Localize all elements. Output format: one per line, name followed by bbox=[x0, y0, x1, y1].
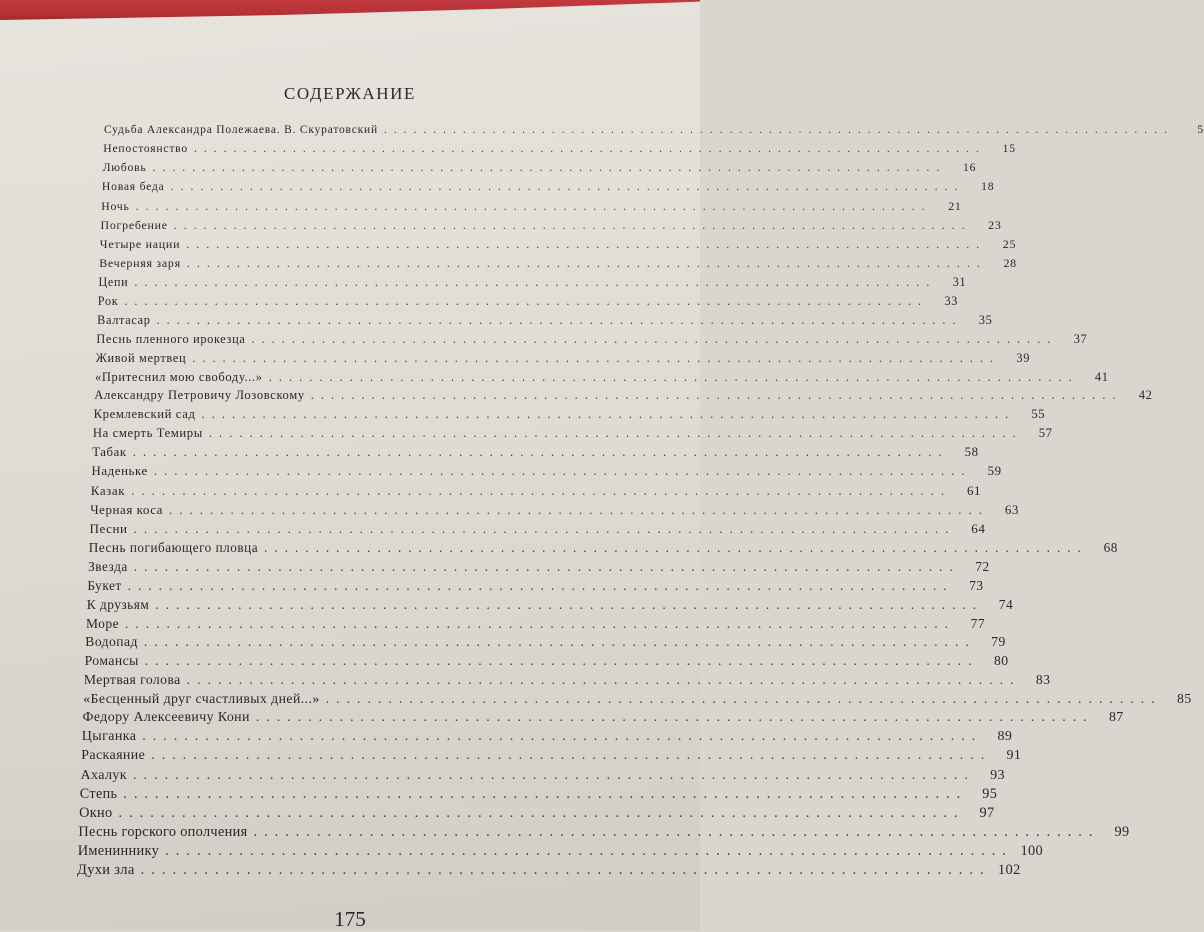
toc-entry-title: Имениннику bbox=[77, 842, 160, 859]
toc-entry-title: Валтасар bbox=[97, 312, 151, 327]
toc-entry-page: 21 bbox=[948, 199, 962, 214]
dot-leader: ................................................................................ bbox=[170, 180, 965, 194]
toc-entry-page: 35 bbox=[978, 312, 993, 327]
toc-entry bbox=[82, 710, 1124, 726]
toc-entry bbox=[90, 502, 1019, 518]
toc-entry-page: 5 bbox=[1197, 123, 1204, 136]
toc-entry-title: Живой мертвец bbox=[95, 350, 187, 365]
toc-entry bbox=[79, 785, 998, 803]
dot-leader: ................................................................................ bbox=[131, 483, 952, 498]
toc-entry-page: 89 bbox=[997, 729, 1013, 744]
dot-leader: ................................................................................ bbox=[134, 274, 937, 289]
toc-entry-title: Букет bbox=[87, 577, 122, 593]
toc-entry-title: Песнь погибающего пловца bbox=[88, 539, 259, 555]
dot-leader: ................................................................................ bbox=[151, 748, 992, 763]
dot-leader: ................................................................................ bbox=[173, 218, 972, 233]
toc-entry bbox=[101, 180, 995, 194]
toc-entry bbox=[97, 312, 993, 328]
dot-leader: ................................................................................ bbox=[125, 615, 956, 631]
toc-entry-page: 61 bbox=[966, 483, 982, 498]
dot-leader: ................................................................................ bbox=[132, 445, 949, 460]
toc-entry-title: Цыганка bbox=[81, 729, 137, 744]
toc-entry-page: 64 bbox=[971, 520, 986, 536]
toc-entry-title: Песни bbox=[89, 520, 128, 536]
toc-entry-page: 42 bbox=[1138, 388, 1153, 403]
toc-entry bbox=[77, 861, 1021, 879]
toc-entry-page: 83 bbox=[1035, 672, 1051, 688]
toc-entry bbox=[99, 237, 1017, 252]
toc-entry-title: Мертвая голова bbox=[83, 672, 181, 688]
toc-entry-page: 15 bbox=[1002, 142, 1016, 156]
toc-entry-page: 37 bbox=[1073, 331, 1088, 346]
toc-entry-title: Степь bbox=[79, 785, 118, 802]
toc-entry-title: Кремлевский сад bbox=[93, 407, 196, 422]
page-title: СОДЕРЖАНИЕ bbox=[283, 84, 417, 103]
dot-leader: ................................................................................ bbox=[264, 539, 1088, 555]
dot-leader: ................................................................................ bbox=[135, 199, 932, 214]
toc-entry-page: 55 bbox=[1031, 407, 1046, 422]
dot-leader: ................................................................................ bbox=[255, 710, 1094, 726]
dot-leader: ................................................................................ bbox=[168, 502, 989, 517]
toc-entry-page: 74 bbox=[998, 596, 1014, 612]
toc-entry bbox=[101, 199, 962, 214]
toc-entry bbox=[95, 350, 1031, 366]
toc-entry-page: 58 bbox=[964, 445, 979, 460]
dot-leader: ................................................................................ bbox=[193, 142, 986, 156]
toc-entry-title: Четыре нации bbox=[99, 237, 181, 251]
toc-entry-title: Погребение bbox=[100, 218, 168, 233]
toc-entry-title: Наденьке bbox=[91, 464, 148, 479]
toc-entry bbox=[81, 729, 1013, 745]
toc-entry bbox=[84, 653, 1009, 669]
toc-entry-title: Табак bbox=[92, 445, 127, 460]
toc-entry bbox=[79, 804, 995, 822]
toc-entry bbox=[85, 634, 1006, 650]
toc-entry bbox=[78, 823, 1130, 841]
toc-entry-title: Море bbox=[86, 615, 120, 631]
dot-leader: ................................................................................ bbox=[208, 426, 1023, 441]
toc-entry-title: Звезда bbox=[88, 558, 128, 574]
toc-entry-page: 87 bbox=[1108, 710, 1124, 726]
toc-entry-title: Песнь горского ополчения bbox=[78, 823, 248, 840]
toc-entry-title: К друзьям bbox=[86, 596, 150, 612]
toc-entry-page: 28 bbox=[1003, 256, 1017, 270]
toc-entry bbox=[86, 596, 1014, 613]
toc-entry bbox=[93, 407, 1046, 422]
toc-entry-page: 73 bbox=[969, 577, 984, 593]
toc-entry-page: 80 bbox=[993, 653, 1009, 669]
toc-entry-title: Цепи bbox=[98, 274, 129, 289]
toc-entry-title: Рок bbox=[97, 293, 119, 308]
toc-entry bbox=[96, 331, 1088, 347]
toc-entry-page: 93 bbox=[990, 766, 1005, 783]
toc-entry-title: Ахалук bbox=[80, 766, 128, 783]
toc-entry-page: 59 bbox=[987, 464, 1002, 479]
toc-entry-page: 91 bbox=[1006, 748, 1022, 763]
toc-entry bbox=[86, 615, 986, 632]
toc-entry-page: 68 bbox=[1103, 539, 1118, 555]
toc-entry bbox=[100, 218, 1002, 233]
toc-entry-page: 57 bbox=[1038, 426, 1053, 441]
toc-entry bbox=[83, 691, 1192, 707]
toc-entry-page: 85 bbox=[1177, 691, 1192, 707]
toc-entry-title: Любовь bbox=[102, 161, 147, 175]
toc-entry bbox=[99, 256, 1017, 271]
dot-leader: ................................................................................ bbox=[383, 123, 1174, 136]
toc-entry-page: 16 bbox=[963, 161, 977, 175]
toc-entry-page: 25 bbox=[1002, 237, 1017, 251]
toc-entry-page: 95 bbox=[982, 785, 998, 802]
dot-leader: ................................................................................ bbox=[144, 653, 979, 669]
toc-entry-page: 39 bbox=[1016, 350, 1031, 365]
toc-entry bbox=[80, 766, 1005, 784]
dot-leader: ................................................................................ bbox=[124, 293, 929, 308]
toc-entry-page: 100 bbox=[1020, 842, 1043, 859]
toc-entry-title: Окно bbox=[79, 804, 113, 821]
toc-entry bbox=[87, 577, 984, 594]
toc-entry-title: Вечерняя заря bbox=[99, 256, 181, 270]
toc-entry-page: 72 bbox=[975, 558, 990, 574]
toc-entry bbox=[94, 388, 1153, 403]
toc-entry-title: Романсы bbox=[84, 653, 139, 669]
toc-entry bbox=[81, 748, 1022, 764]
toc-entry bbox=[98, 274, 967, 290]
toc-entry-page: 33 bbox=[944, 293, 959, 308]
toc-entry bbox=[83, 672, 1051, 688]
toc-entry bbox=[88, 558, 990, 575]
toc-entry-title: Казак bbox=[90, 483, 126, 498]
dot-leader: ................................................................................ bbox=[127, 577, 954, 593]
dot-leader: ................................................................................ bbox=[253, 823, 1100, 840]
toc-entry-page: 41 bbox=[1094, 369, 1109, 384]
dot-leader: ................................................................................ bbox=[152, 161, 947, 175]
toc-entry-title: Духи зла bbox=[77, 861, 135, 878]
dot-leader: ................................................................................ bbox=[251, 331, 1058, 346]
toc-entry bbox=[90, 483, 982, 499]
toc-entry-page: 31 bbox=[952, 274, 967, 289]
toc-entry-title: Александру Петровичу Лозовскому bbox=[94, 388, 305, 403]
toc-entry bbox=[88, 539, 1118, 556]
toc-entry-title: «Бесценный друг счастливых дней...» bbox=[83, 691, 320, 707]
toc-entry-title: Федору Алексеевичу Кони bbox=[82, 710, 250, 726]
toc-entry-title: «Притеснил мою свободу...» bbox=[95, 369, 263, 384]
toc-entry-page: 23 bbox=[988, 218, 1002, 233]
toc-entry-title: На смерть Темиры bbox=[92, 426, 203, 441]
dot-leader: ................................................................................ bbox=[165, 842, 1013, 859]
toc-entry-page: 18 bbox=[981, 180, 995, 194]
page-number: 175 bbox=[334, 907, 366, 931]
toc-entry bbox=[92, 445, 979, 460]
toc-entry-title: Черная коса bbox=[90, 502, 163, 517]
toc-entry-title: Новая беда bbox=[101, 180, 165, 194]
toc-entry-title: Ночь bbox=[101, 199, 130, 214]
toc-entry bbox=[97, 293, 959, 309]
toc-entry-page: 79 bbox=[991, 634, 1006, 650]
dot-leader: ................................................................................ bbox=[186, 672, 1021, 688]
toc-entry bbox=[104, 123, 1204, 136]
toc-entry-page: 102 bbox=[997, 861, 1021, 878]
dot-leader: ................................................................................ bbox=[186, 256, 987, 270]
toc-entry bbox=[95, 369, 1109, 385]
toc-entry-title: Непостоянство bbox=[103, 142, 188, 156]
dot-leader: ................................................................................ bbox=[123, 785, 968, 802]
toc-entry-page: 99 bbox=[1114, 823, 1130, 840]
toc-entry-title: Судьба Александра Полежаева. В. Скуратовский bbox=[104, 123, 378, 136]
toc-entry bbox=[103, 142, 1016, 156]
dot-leader: ................................................................................ bbox=[155, 596, 984, 612]
dot-leader: ................................................................................ bbox=[192, 350, 1001, 365]
toc-entry bbox=[92, 426, 1053, 441]
dot-leader: ................................................................................ bbox=[140, 861, 991, 878]
dot-leader: ................................................................................ bbox=[153, 464, 972, 479]
dot-leader: ................................................................................ bbox=[133, 520, 956, 536]
toc-entry-title: Раскаяние bbox=[81, 748, 146, 763]
dot-leader: ................................................................................ bbox=[201, 407, 1016, 422]
toc-entry bbox=[102, 161, 977, 175]
dot-leader: ................................................................................ bbox=[325, 691, 1162, 707]
toc-entry-page: 63 bbox=[1004, 502, 1019, 517]
dot-leader: ................................................................................ bbox=[310, 388, 1123, 403]
dot-leader: ................................................................................ bbox=[143, 634, 976, 650]
dot-leader: ................................................................................ bbox=[133, 558, 960, 574]
toc-entry bbox=[91, 464, 1002, 479]
toc-entry-page: 97 bbox=[979, 804, 995, 821]
toc-entry bbox=[89, 520, 986, 537]
dot-leader: ................................................................................ bbox=[268, 369, 1079, 384]
dot-leader: ................................................................................ bbox=[156, 312, 963, 327]
dot-leader: ................................................................................ bbox=[142, 729, 983, 744]
toc-entry bbox=[77, 842, 1043, 860]
dot-leader: ................................................................................ bbox=[118, 804, 965, 821]
toc-entry-title: Водопад bbox=[85, 634, 138, 650]
toc-entry-title: Песнь пленного ирокезца bbox=[96, 331, 246, 346]
dot-leader: ................................................................................ bbox=[186, 237, 987, 251]
toc-entry-page: 77 bbox=[970, 615, 986, 631]
dot-leader: ................................................................................ bbox=[133, 766, 975, 783]
